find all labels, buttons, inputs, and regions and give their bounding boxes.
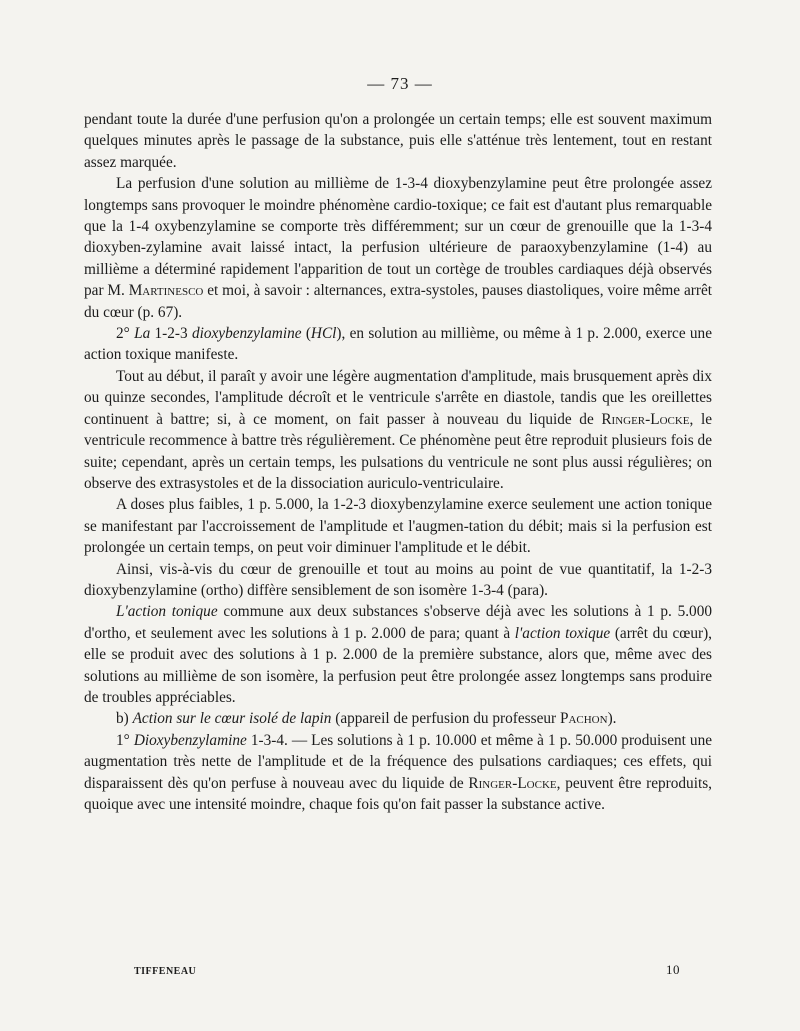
paragraph <box>84 601 712 708</box>
text-run: , peuvent être reproduits, quoique avec une intensité moindre, chaque fois qu'on fait passer la substance active. <box>84 774 712 813</box>
text-run: La perfusion d'une solution au millième de 1-3-4 dioxybenzylamine peut être prolongée assez longtemps sans provoquer le moindre phénomène cardio-toxique; ce fait est d'autant plus remarquable que la 1-4 oxybenzylamine se comporte très différemment; sur un cœur de grenouille que la 1-3-4 dioxyben-zylamine avait laissé intact, la perfusion ultérieure de paraoxybenzylamine (1-4) au millième a déterminé rapidement l'apparition de tout un cortège de troubles cardiaques déjà observés par M. <box>84 175 712 300</box>
paragraph <box>84 109 712 173</box>
italic-text: La <box>134 325 151 343</box>
text-run: 2° <box>116 325 135 343</box>
text-run: , le ventricule recommence à battre très régulièrement. Ce phénomène peut être reproduit plusieurs fois de suite; cependant, après un certain temps, les pulsations du ventricule ne sont plus aussi régulières; on observe des extrasystoles et de la dissociation auriculo-ventriculaire. <box>84 410 712 492</box>
page-number: — 73 — <box>367 74 433 93</box>
italic-text: L'action tonique <box>116 603 218 621</box>
paragraph <box>84 494 712 558</box>
italic-text: HCl <box>310 325 337 343</box>
text-run: Ainsi, vis-à-vis du cœur de grenouille et tout au moins au point de vue quantitatif, la 1-2-3 dioxybenzylamine (ortho) diffère sensiblement de son isomère 1-3-4 (para). <box>84 560 712 599</box>
italic-text: l'action toxique <box>514 624 611 642</box>
paragraph <box>84 323 712 366</box>
italic-text: Dioxybenzylamine <box>133 731 247 749</box>
author-name: Pachon <box>559 710 608 728</box>
text-run: 1° <box>116 731 134 749</box>
italic-text: dioxybenzylamine <box>191 325 302 343</box>
author-name: Martinesco <box>128 282 204 300</box>
author-name: Ringer-Locke <box>468 774 557 792</box>
paragraph <box>84 730 712 816</box>
text-run: b) <box>116 710 133 728</box>
paragraph <box>84 173 712 323</box>
paragraph <box>84 708 712 729</box>
text-run: ), en solution au millième, ou même à 1 p. 2.000, exerce une action toxique manifeste. <box>84 325 712 364</box>
paragraph <box>84 559 712 602</box>
text-run: A doses plus faibles, 1 p. 5.000, la 1-2-3 dioxybenzylamine exerce seulement une action tonique se manifestant par l'accroissement de l'amplitude et l'augmen-tation du débit; mais si la perfusion est prolongée un certain temps, on peut voir diminuer l'amplitude et le débit. <box>84 496 712 557</box>
text-run: 1-2-3 <box>150 325 192 343</box>
text-run: Tout au début, il paraît y avoir une légère augmentation d'amplitude, mais brusquement après dix ou quinze secondes, l'amplitude décroît et le ventricule s'arrête en diastole, tandis que les oreillettes continuent à battre; si, à ce moment, on fait passer à nouveau du liquide de <box>84 367 712 428</box>
author-name: Ringer-Locke <box>601 410 690 428</box>
printer-signature: TIFFENEAU <box>134 966 197 977</box>
text-run: et moi, à savoir : alternances, extra-systoles, pauses diastoliques, voire même arrêt du cœur (p. 67). <box>84 282 712 321</box>
text-run: 1-3-4. — Les solutions à 1 p. 10.000 et même à 1 p. 50.000 produisent une augmentation très nette de l'amplitude et de la fréquence des pulsations cardiaques; ces effets, qui disparaissent dès qu'on perfuse à nouveau avec du liquide de <box>84 731 713 792</box>
text-run: (arrêt du cœur), elle se produit avec des solutions à 1 p. 2.000 de la première substance, alors que, même avec des solutions au millième de son isomère, la perfusion peut être prolongée assez longtemps sans produire de troubles appréciables. <box>84 624 713 706</box>
text-run: ( <box>301 325 311 343</box>
sheet-number: 10 <box>666 962 680 977</box>
text-run: (appareil de perfusion du professeur <box>331 710 560 728</box>
italic-text: Action sur le cœur isolé de lapin <box>132 710 332 728</box>
paragraph <box>84 366 712 494</box>
text-run: commune aux deux substances s'observe déjà avec les solutions à 1 p. 5.000 d'ortho, et seulement avec les solutions à 1 p. 2.000 de para; quant à <box>84 603 712 642</box>
text-run: pendant toute la durée d'une perfusion qu'on a prolongée un certain temps; elle est souvent maximum quelques minutes après le passage de la substance, puis elle s'atténue très lentement, tout en restant assez marquée. <box>84 111 712 171</box>
body-text <box>84 109 712 815</box>
text-run: ). <box>607 710 617 728</box>
